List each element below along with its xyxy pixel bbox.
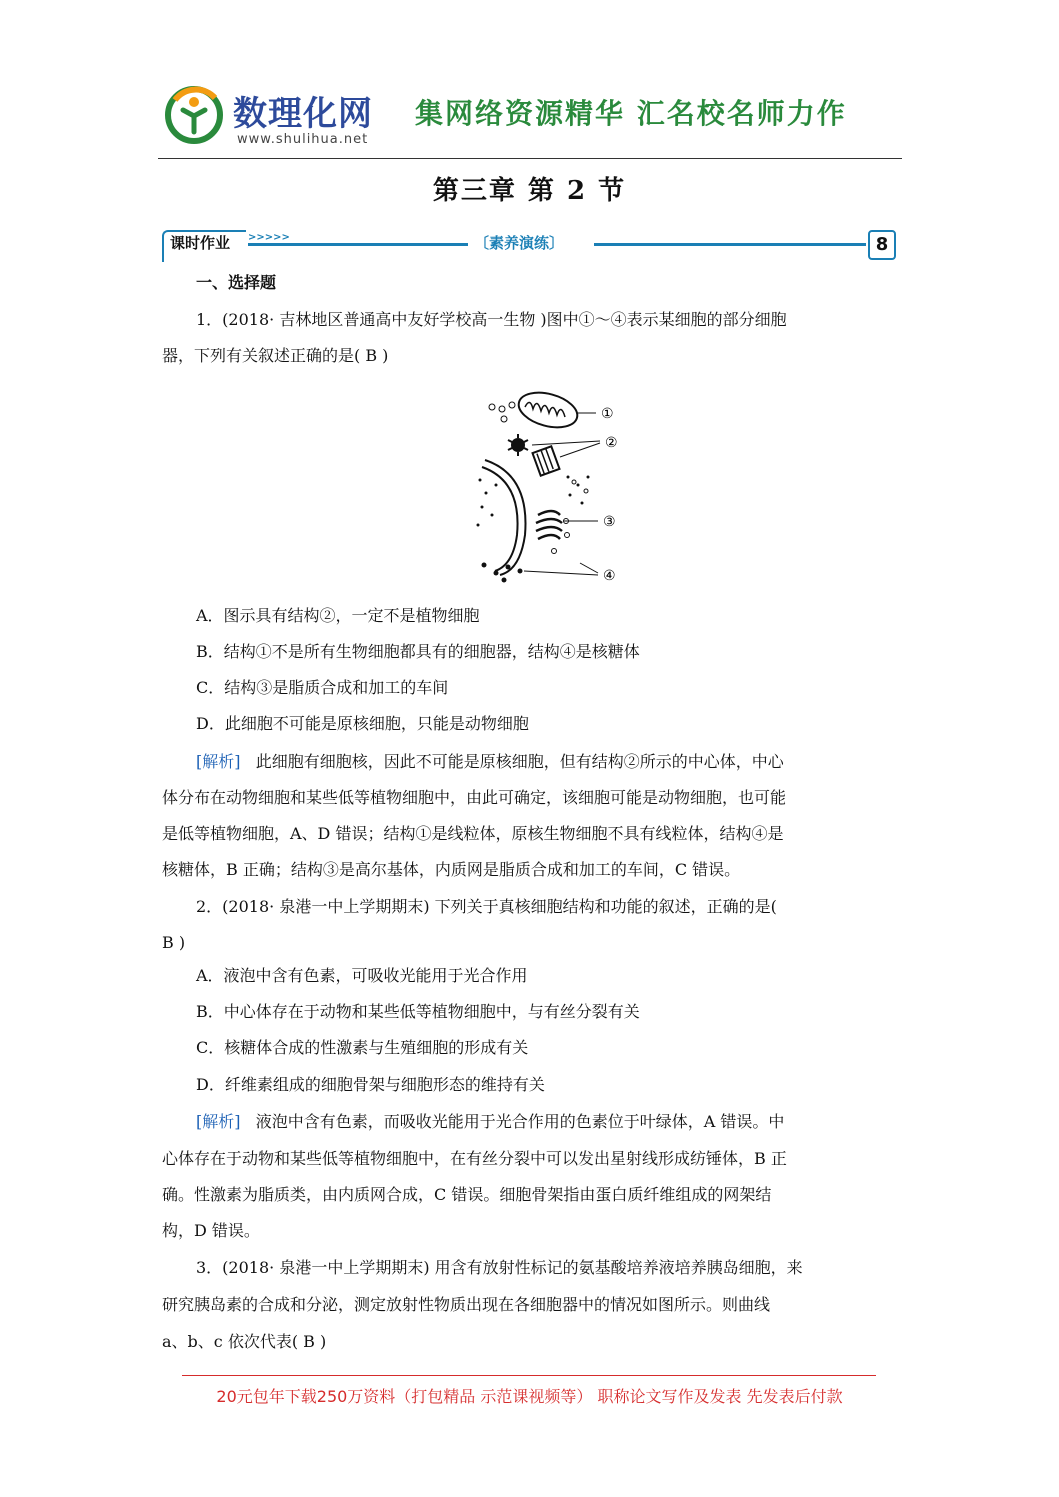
shulihua-logo-icon bbox=[163, 82, 225, 144]
section-heading: 一、选择题 bbox=[196, 273, 277, 292]
footer-advert-link[interactable]: 20元包年下载250万资料（打包精品 示范课视频等） 职称论文写作及发表 先发表后付款 bbox=[216, 1387, 843, 1406]
banner-tab-label: 课时作业 bbox=[170, 234, 231, 252]
q3-stem-line3: a、b、c 依次代表( B ) bbox=[162, 1332, 327, 1351]
q2-analysis-line3: 确。性激素为脂质类，由内质网合成，C 错误。细胞骨架指由蛋白质纤维组成的网架结 bbox=[162, 1185, 772, 1204]
centriole-shape bbox=[508, 434, 560, 476]
figure-label-2: ② bbox=[605, 435, 618, 451]
q1-stem-line2: 器，下列有关叙述正确的是( B ) bbox=[162, 346, 389, 365]
page-header bbox=[155, 78, 905, 160]
q1-stem-line1: 1．(2018· 吉林地区普通高中友好学校高一生物 )图中①～④表示某细胞的部分细胞 bbox=[196, 310, 787, 329]
q1-analysis-tag: [解析] bbox=[196, 752, 241, 771]
q3-stem-line1: 3．(2018· 泉港一中上学期期末) 用含有放射性标记的氨基酸培养液培养胰岛细胞，来 bbox=[196, 1258, 803, 1277]
q2-analysis-text1: 液泡中含有色素，而吸收光能用于光合作用的色素位于叶绿体，A 错误。中 bbox=[255, 1112, 785, 1131]
q1-analysis-line1 bbox=[196, 752, 784, 772]
banner-arrows: >>>>> bbox=[248, 232, 290, 243]
q1-option-c: C．结构③是脂质合成和加工的车间 bbox=[196, 678, 449, 697]
banner-number-badge: 8 bbox=[868, 230, 896, 260]
q1-analysis-line3: 是低等植物细胞，A、D 错误；结构①是线粒体，原核生物细胞不具有线粒体，结构④是 bbox=[162, 824, 784, 843]
q2-stem-line2: B ) bbox=[162, 933, 186, 952]
q1-analysis-line2: 体分布在动物细胞和某些低等植物细胞中，由此可确定，该细胞可能是动物细胞，也可能 bbox=[162, 788, 787, 807]
q1-option-a: A．图示具有结构②，一定不是植物细胞 bbox=[196, 606, 480, 625]
brand-name: 数理化网 bbox=[233, 94, 373, 134]
q2-analysis-line4: 构，D 错误。 bbox=[162, 1221, 260, 1240]
header-slogan: 集网络资源精华 汇名校名师力作 bbox=[415, 97, 847, 130]
q2-option-a: A．液泡中含有色素，可吸收光能用于光合作用 bbox=[196, 966, 528, 985]
golgi-shape bbox=[536, 511, 570, 554]
q2-option-b: B．中心体存在于动物和某些低等植物细胞中，与有丝分裂有关 bbox=[196, 1002, 640, 1021]
q1-analysis-line4: 核糖体，B 正确；结构③是高尔基体，内质网是脂质合成和加工的车间，C 错误。 bbox=[162, 860, 741, 879]
section-banner bbox=[162, 226, 898, 266]
q2-option-d: D．纤维素组成的细胞骨架与细胞形态的维持有关 bbox=[196, 1075, 545, 1094]
q2-stem-line1: 2．(2018· 泉港一中上学期期末) 下列关于真核细胞结构和功能的叙述，正确的是( bbox=[196, 897, 777, 916]
footer-divider bbox=[182, 1375, 876, 1376]
q1-analysis-text1: 此细胞有细胞核，因此不可能是原核细胞，但有结构②所示的中心体，中心 bbox=[255, 752, 784, 771]
cell-organelles-figure bbox=[470, 385, 630, 590]
brand-url: www.shulihua.net bbox=[237, 132, 369, 147]
header-divider bbox=[158, 158, 902, 159]
chapter-title: 第三章 第 2 节 bbox=[432, 176, 627, 206]
q2-analysis-line2: 心体存在于动物和某些低等植物细胞中，在有丝分裂中可以发出星射线形成纺锤体，B 正 bbox=[162, 1149, 787, 1168]
q2-analysis-tag: [解析] bbox=[196, 1112, 241, 1131]
figure-label-1: ① bbox=[601, 406, 614, 422]
mitochondrion-shape bbox=[515, 387, 581, 433]
q2-analysis-line1 bbox=[196, 1112, 784, 1132]
q1-option-b: B．结构①不是所有生物细胞都具有的细胞器，结构④是核糖体 bbox=[196, 642, 640, 661]
figure-label-4: ④ bbox=[603, 568, 616, 584]
banner-center-label: 〔素养演练〕 bbox=[474, 234, 565, 252]
banner-line-right bbox=[594, 243, 866, 246]
q2-option-c: C．核糖体合成的性激素与生殖细胞的形成有关 bbox=[196, 1038, 529, 1057]
figure-label-3: ③ bbox=[603, 514, 616, 530]
q3-stem-line2: 研究胰岛素的合成和分泌，测定放射性物质出现在各细胞器中的情况如图所示。则曲线 bbox=[162, 1295, 771, 1314]
banner-line-left bbox=[248, 243, 468, 246]
q1-option-d: D．此细胞不可能是原核细胞，只能是动物细胞 bbox=[196, 714, 529, 733]
